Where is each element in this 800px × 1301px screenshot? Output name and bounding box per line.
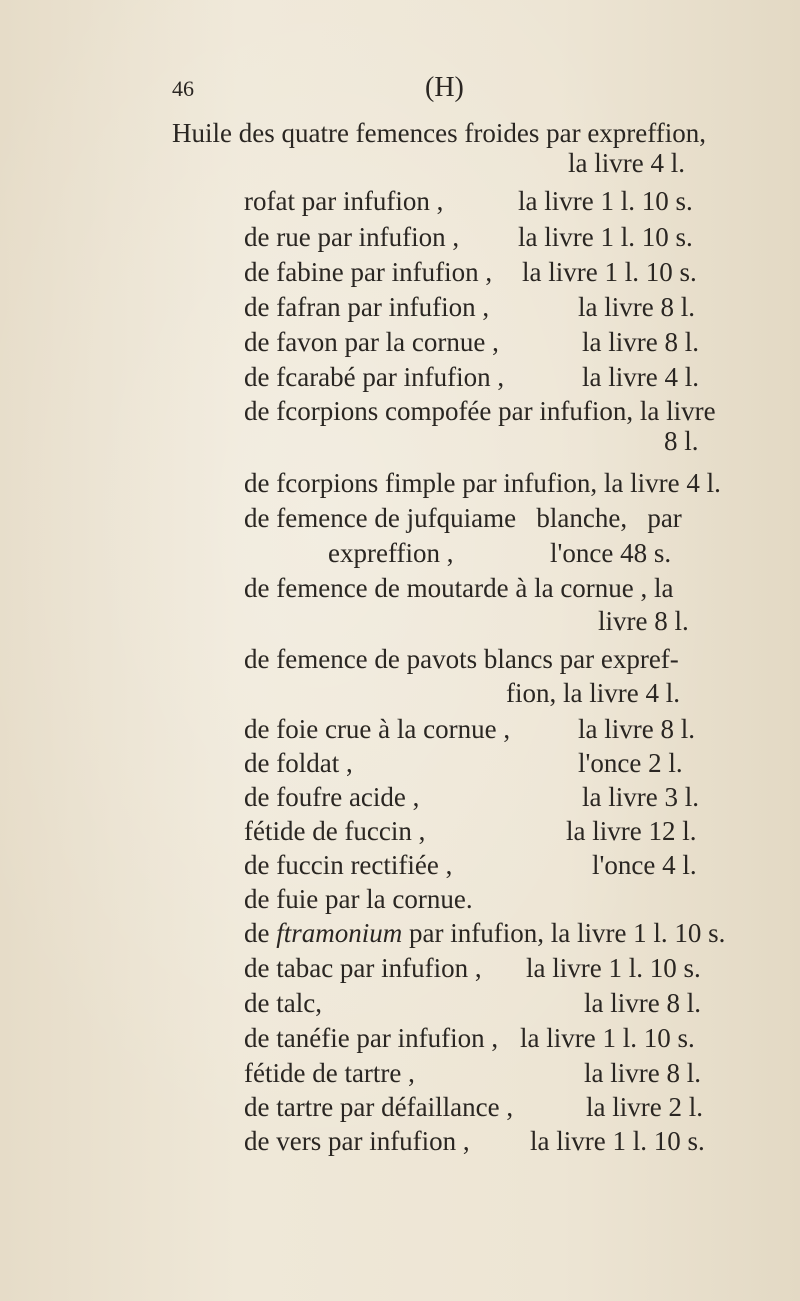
entry-name: de fabine par infufion , <box>244 257 493 287</box>
entry-name: de tartre par défaillance , <box>244 1092 514 1122</box>
entry-name: de foldat , <box>244 748 353 778</box>
entry-price: la livre 4 l. <box>568 148 685 178</box>
entry-name-italic: ftramonium <box>276 918 403 948</box>
entry-name-suffix: par infufion, la livre 1 l. 10 s. <box>402 918 726 948</box>
entry-name: de talc, <box>244 988 322 1018</box>
entry-name: fétide de tartre , <box>244 1058 415 1088</box>
entry-name: de tabac par infufion , <box>244 953 482 983</box>
entry-name-prefix: de <box>244 918 277 948</box>
entry-name: de femence de jufquiame blanche, par <box>244 503 682 533</box>
entry-price: fion, la livre 4 l. <box>506 678 680 708</box>
entry-price: la livre 1 l. 10 s. <box>520 1023 695 1053</box>
page-header <box>172 72 692 112</box>
entry-name: de fuie par la cornue. <box>244 884 473 914</box>
entry-price: la livre 4 l. <box>582 362 699 392</box>
entry-name: de femence de pavots blancs par expref- <box>244 644 679 674</box>
entry-name: de fcorpions compofée par infufion, la livre <box>244 396 716 426</box>
entry-price: la livre 1 l. 10 s. <box>518 222 693 252</box>
entry-price: l'once 48 s. <box>550 538 672 568</box>
entry-price: la livre 2 l. <box>586 1092 703 1122</box>
entry-price: la livre 1 l. 10 s. <box>518 186 693 216</box>
entry-price: la livre 12 l. <box>566 816 697 846</box>
entry-name: de femence de moutarde à la cornue , la <box>244 573 674 603</box>
entry-name: de fuccin rectifiée , <box>244 850 453 880</box>
entry-price: la livre 1 l. 10 s. <box>530 1126 705 1156</box>
entry-name: expreffion , <box>328 538 454 568</box>
entry-name: de tanéfie par infufion , <box>244 1023 499 1053</box>
entry-price: la livre 8 l. <box>584 988 701 1018</box>
entry-name: fétide de fuccin , <box>244 816 426 846</box>
entry-name: de rue par infufion , <box>244 222 460 252</box>
running-head: (H) <box>425 72 464 103</box>
entry-name: de fcorpions fimple par infufion, la livre 4 l. <box>244 468 721 498</box>
entry-name: de favon par la cornue , <box>244 327 499 357</box>
entry-price: la livre 8 l. <box>578 292 695 322</box>
entry-name: de vers par infufion , <box>244 1126 470 1156</box>
entry-name: de foie crue à la cornue , <box>244 714 511 744</box>
entry-price: la livre 1 l. 10 s. <box>522 257 697 287</box>
entry-price: livre 8 l. <box>598 606 689 636</box>
entry-name: de fcarabé par infufion , <box>244 362 505 392</box>
entry-price: la livre 1 l. 10 s. <box>526 953 701 983</box>
entry-price: l'once 2 l. <box>578 748 683 778</box>
entry-name: rofat par infufion , <box>244 186 444 216</box>
entry-price: la livre 8 l. <box>582 327 699 357</box>
entry-price: l'once 4 l. <box>592 850 697 880</box>
entry-name: Huile des quatre femences froides par expreffion, <box>172 118 707 148</box>
page-number: 46 <box>172 76 194 101</box>
entry-name <box>244 920 725 947</box>
entry-name: de fafran par infufion , <box>244 292 490 322</box>
entry-price: la livre 8 l. <box>578 714 695 744</box>
entry-price: la livre 8 l. <box>584 1058 701 1088</box>
entry-name: de foufre acide , <box>244 782 420 812</box>
entry-price: 8 l. <box>664 426 699 456</box>
entry-price: la livre 3 l. <box>582 782 699 812</box>
